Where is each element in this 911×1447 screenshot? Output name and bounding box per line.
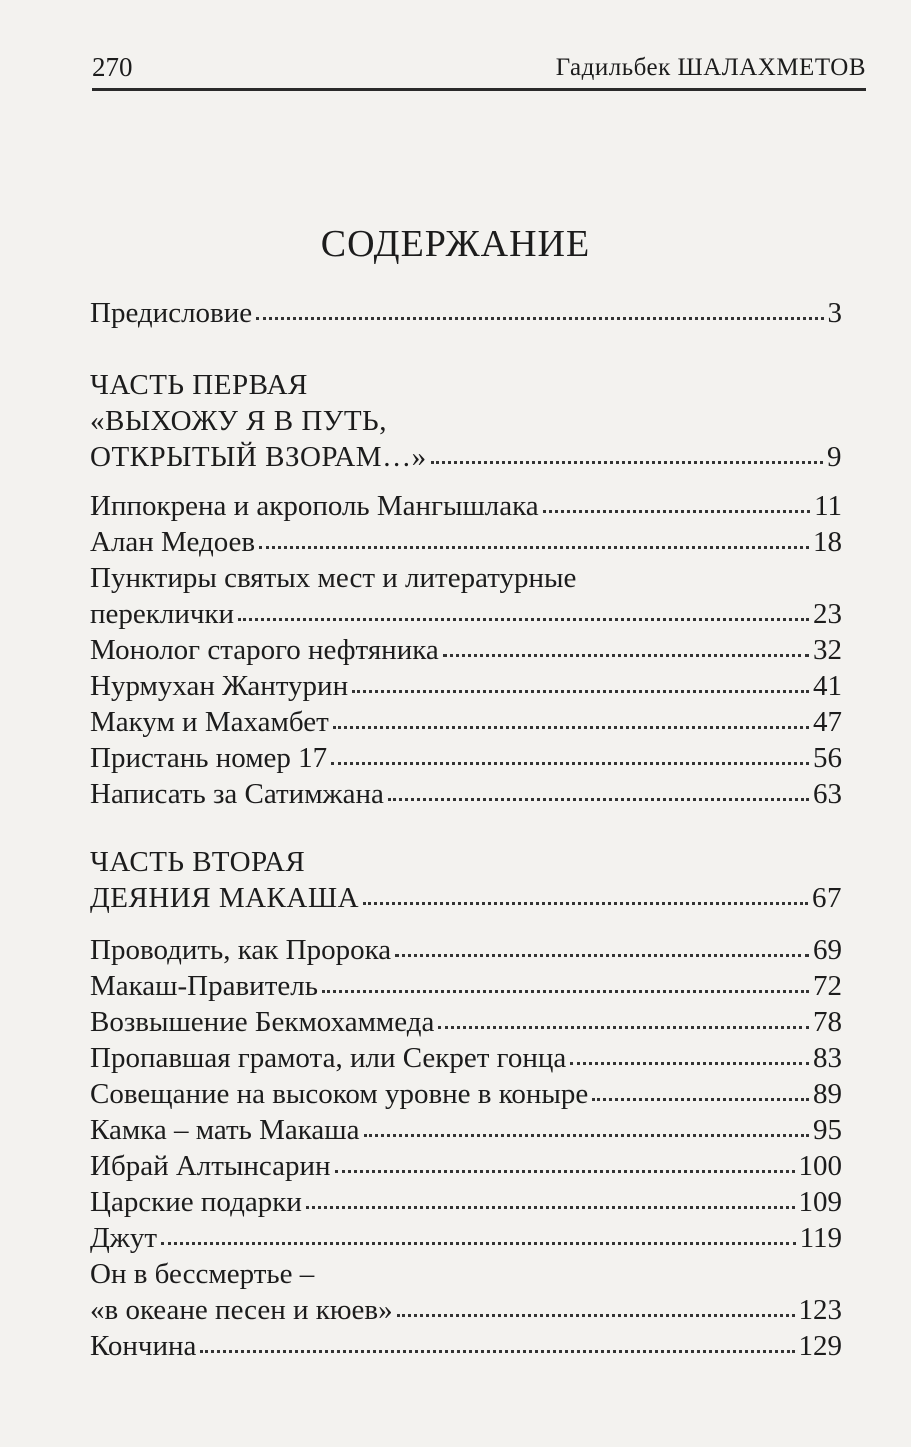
toc-entry-page: 69 xyxy=(813,934,842,966)
toc-entry-page: 123 xyxy=(798,1294,842,1326)
dot-leader xyxy=(388,798,809,801)
toc-entry[interactable] xyxy=(90,488,842,524)
toc-entry[interactable] xyxy=(90,632,842,668)
toc-entry-page: 9 xyxy=(827,441,842,473)
toc-entry-preface[interactable] xyxy=(90,295,842,331)
toc-entry-page: 3 xyxy=(827,297,842,329)
dot-leader xyxy=(443,654,809,657)
toc-entry-label: Ибрай Алтынсарин xyxy=(90,1150,331,1182)
dot-leader xyxy=(200,1350,794,1353)
toc-entry-page: 95 xyxy=(813,1114,842,1146)
toc-entry-page: 56 xyxy=(813,742,842,774)
toc-entry-label: Нурмухан Жантурин xyxy=(90,670,349,702)
toc-entry-label: Возвышение Бекмохаммеда xyxy=(90,1006,435,1038)
toc-entry[interactable] xyxy=(90,596,842,632)
toc-entry[interactable] xyxy=(90,1292,842,1328)
toc-entry[interactable] xyxy=(90,668,842,704)
toc-entry-label: ДЕЯНИЯ МАКАША xyxy=(90,882,360,914)
toc-entry-label: Макум и Махамбет xyxy=(90,706,329,738)
toc-entry-page: 32 xyxy=(813,634,842,666)
dot-leader xyxy=(438,1026,809,1029)
dot-leader xyxy=(335,1170,795,1173)
page-number: 270 xyxy=(92,52,133,82)
toc-entry[interactable] xyxy=(90,1184,842,1220)
toc-entry-page: 129 xyxy=(798,1330,842,1362)
toc-entry[interactable] xyxy=(90,776,842,812)
toc-entry-page: 83 xyxy=(813,1042,842,1074)
dot-leader xyxy=(431,461,823,464)
toc-entry[interactable] xyxy=(90,968,842,1004)
toc-entry-label: Проводить, как Пророка xyxy=(90,934,392,966)
toc-entry-part1[interactable] xyxy=(90,439,842,475)
dot-leader xyxy=(363,902,808,905)
toc-entry-page: 23 xyxy=(813,598,842,630)
dot-leader xyxy=(333,726,809,729)
toc-entry-page: 63 xyxy=(813,778,842,810)
dot-leader xyxy=(364,1134,809,1137)
toc-entry-label: Пропавшая грамота, или Секрет гонца xyxy=(90,1042,567,1074)
toc-entry-label: переклички xyxy=(90,598,235,630)
toc-entry-label: Совещание на высоком уровне в коныре xyxy=(90,1078,589,1110)
toc-entry[interactable] xyxy=(90,1004,842,1040)
toc-entry[interactable] xyxy=(90,524,842,560)
dot-leader xyxy=(397,1314,795,1317)
toc-entry-page: 89 xyxy=(813,1078,842,1110)
dot-leader xyxy=(238,618,809,621)
toc-entry-page: 100 xyxy=(798,1150,842,1182)
dot-leader xyxy=(570,1062,809,1065)
toc-entry-page: 67 xyxy=(812,882,842,914)
toc-entry-label: Царские подарки xyxy=(90,1186,302,1218)
toc-entry-page: 47 xyxy=(813,706,842,738)
toc-entry-label: Написать за Сатимжана xyxy=(90,778,384,810)
part1-heading-line: «ВЫХОЖУ Я В ПУТЬ, xyxy=(90,405,387,437)
dot-leader xyxy=(306,1206,795,1209)
toc-entry-label: Пристань номер 17 xyxy=(90,742,328,774)
toc-entry[interactable] xyxy=(90,1076,842,1112)
toc-entry[interactable] xyxy=(90,1040,842,1076)
toc-entry[interactable] xyxy=(90,704,842,740)
toc-entry[interactable] xyxy=(90,1148,842,1184)
dot-leader xyxy=(161,1242,796,1245)
toc-entry-page: 11 xyxy=(814,490,842,522)
part1-heading-line: ЧАСТЬ ПЕРВАЯ xyxy=(90,369,308,401)
toc-entry[interactable] xyxy=(90,740,842,776)
toc-entry-page: 119 xyxy=(799,1222,842,1254)
dot-leader xyxy=(395,954,809,957)
toc-title: СОДЕРЖАНИЕ xyxy=(320,223,591,265)
toc-entry-label: Иппокрена и акрополь Мангышлака xyxy=(90,490,539,522)
toc-entry-page: 109 xyxy=(798,1186,842,1218)
toc-entry-page: 72 xyxy=(813,970,842,1002)
toc-entry-label: Джут xyxy=(90,1222,157,1254)
dot-leader xyxy=(543,510,810,513)
toc-entry-page: 18 xyxy=(813,526,842,558)
toc-entry-label: Алан Медоев xyxy=(90,526,256,558)
toc-entry[interactable] xyxy=(90,1112,842,1148)
toc-entry-page: 41 xyxy=(813,670,842,702)
dot-leader xyxy=(352,690,809,693)
dot-leader xyxy=(256,317,823,320)
dot-leader xyxy=(331,762,809,765)
dot-leader xyxy=(592,1098,809,1101)
toc-entry-label-continued: Он в бессмертье – xyxy=(90,1258,315,1290)
toc-entry[interactable] xyxy=(90,932,842,968)
dot-leader xyxy=(322,990,809,993)
running-head xyxy=(92,48,866,91)
toc-entry-label-continued: Пунктиры святых мест и литературные xyxy=(90,562,577,594)
toc-entry[interactable] xyxy=(90,1220,842,1256)
toc-entry-label: Камка – мать Макаша xyxy=(90,1114,360,1146)
toc-entry-label: Монолог старого нефтяника xyxy=(90,634,439,666)
toc-entry-label: Предисловие xyxy=(90,297,253,329)
dot-leader xyxy=(259,546,809,549)
toc-entry-label: Макаш-Правитель xyxy=(90,970,318,1002)
toc-entry-label: Кончина xyxy=(90,1330,197,1362)
toc-entry-page: 78 xyxy=(813,1006,842,1038)
toc-entry-label: ОТКРЫТЫЙ ВЗОРАМ…» xyxy=(90,441,427,473)
author-name: Гадильбек ШАЛАХМЕТОВ xyxy=(555,54,866,81)
toc-entry[interactable] xyxy=(90,1328,842,1364)
toc-entry-label: «в океане песен и кюев» xyxy=(90,1294,393,1326)
part2-heading-line: ЧАСТЬ ВТОРАЯ xyxy=(90,846,306,878)
toc-entry-part2[interactable] xyxy=(90,880,842,916)
